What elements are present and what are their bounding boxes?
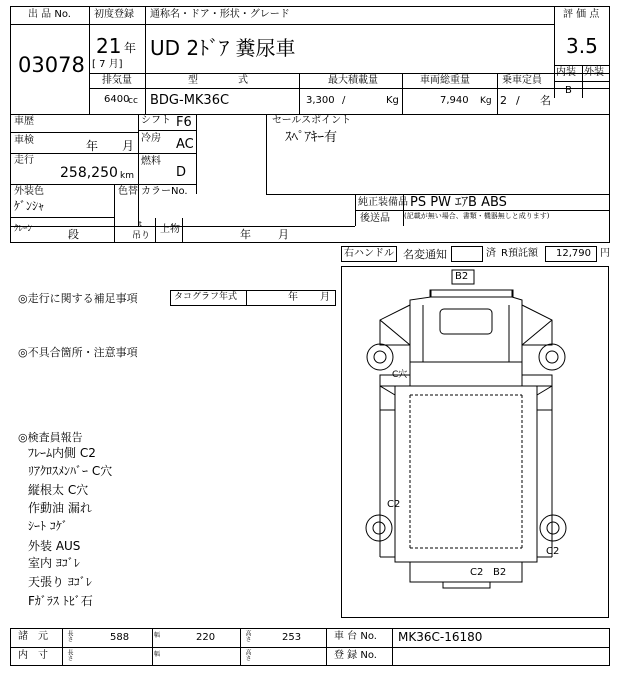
aftermarket-label: 後送品 <box>360 213 390 224</box>
height-label: 高さ <box>244 630 251 642</box>
load-label: 最大積載量 <box>328 75 378 86</box>
mileage-unit: km <box>120 171 134 181</box>
reg-year: 21 <box>96 34 122 58</box>
seat-unit: 名 <box>540 94 551 107</box>
gross-unit: Kg <box>480 96 492 106</box>
tacho-month: 月 <box>320 292 330 303</box>
registration-label: 登 録 No. <box>334 650 377 661</box>
fuel-label: 燃料 <box>141 156 161 167</box>
color-value: ｹﾞﾝｼｬ <box>14 199 45 213</box>
height-value: 253 <box>282 632 302 643</box>
tacho-year: 年 <box>288 292 298 303</box>
lot-no-value: 03078 <box>18 53 85 77</box>
seat-value: 2 <box>500 94 507 107</box>
color-no-label: カラーNo. <box>141 186 188 197</box>
grade-label: 評 価 点 <box>563 9 600 20</box>
recycle-label: 済 <box>486 248 496 259</box>
mileage-label: 走行 <box>14 155 34 166</box>
diagram-mark: B2 <box>493 567 507 578</box>
inspect-label: 車検 <box>14 135 34 146</box>
recycle-deposit-label: R預託額 <box>501 248 538 259</box>
inspector-item: 縦根太 C穴 <box>28 483 89 497</box>
reg-month: [ 7 月] <box>92 59 123 70</box>
color2-label: 色替 <box>118 186 138 197</box>
length-label: 長さ <box>66 630 73 642</box>
inspect-month: 月 <box>122 139 135 153</box>
recycle-unit: 円 <box>600 248 610 259</box>
diagram-mark: B2 <box>455 271 469 282</box>
in-height-label: 高さ <box>244 649 251 661</box>
crane-dan: 段 <box>68 228 79 241</box>
model-value: BDG-MK36C <box>150 93 230 108</box>
shift-label: シフト <box>141 115 171 126</box>
reg-label: 初度登録 <box>94 9 134 20</box>
driving-remarks-label: ◎走行に関する補足事項 <box>18 292 138 305</box>
exterior-label: 外装 <box>584 67 604 78</box>
ac-value: AC <box>176 137 194 152</box>
width-label: 幅 <box>154 632 161 639</box>
model-label: 型 式 <box>188 75 248 86</box>
vehicle-diagram <box>341 266 609 618</box>
ac-label: 冷房 <box>141 133 161 144</box>
interior-grade: B <box>565 85 572 96</box>
upper-year: 年 <box>240 228 251 241</box>
disp-label: 排気量 <box>102 75 132 86</box>
in-length-label: 長さ <box>66 649 73 661</box>
genuine-label: 純正装備品 <box>358 197 408 208</box>
diagram-mark: C2 <box>387 499 401 510</box>
interior-dims-label: 内 寸 <box>18 650 48 661</box>
name-notice-label: 名変通知 <box>403 248 447 261</box>
sales-value: ｽﾍﾟｱｷｰ有 <box>285 130 338 145</box>
load-value: 3,300 <box>306 95 335 106</box>
name-notice-box <box>451 246 483 262</box>
crane-label: ｸﾚｰﾝ <box>14 224 33 234</box>
chassis-value: MK36C-16180 <box>398 630 483 644</box>
interior-label: 内装 <box>556 67 576 78</box>
inspector-item: Fｶﾞﾗｽ ﾄﾋﾞ石 <box>28 594 93 608</box>
score-value: 3.5 <box>566 34 598 58</box>
reg-year-unit: 年 <box>124 41 137 55</box>
inspector-item: ﾘｱｸﾛｽﾒﾝﾊﾞｰ C穴 <box>28 464 113 478</box>
seat-sep: / <box>516 94 520 107</box>
aftermarket-note: (記載が無い場合、書類・機器無しと成ります) <box>404 212 550 220</box>
disp-value: 6400 <box>104 94 130 105</box>
gross-value: 7,940 <box>440 95 469 106</box>
crane-ton-label: t <box>139 220 142 228</box>
genuine-value: PS PW ｴｱB ABS <box>410 195 507 210</box>
diagram-mark: C2 <box>546 546 560 557</box>
inspector-item: 作動油 漏れ <box>28 501 92 515</box>
lot-no-label: 出 品 No. <box>28 9 71 20</box>
defects-label: ◎不具合箇所・注意事項 <box>18 346 138 359</box>
inspector-item: 外装 AUS <box>28 539 81 553</box>
history-label: 車歴 <box>14 116 34 127</box>
seat-label: 乗車定員 <box>502 75 542 86</box>
in-width-label: 幅 <box>154 651 161 658</box>
inspector-item: ﾌﾚｰﾑ内側 C2 <box>28 446 96 460</box>
diagram-mark: C2 <box>470 567 484 578</box>
load-unit: Kg <box>386 95 399 106</box>
upper-month: 月 <box>278 228 289 241</box>
shift-value: F6 <box>176 115 192 130</box>
dims-label: 諸 元 <box>18 631 48 642</box>
diagram-mark: C穴 <box>392 370 408 380</box>
vehicle-name: UD 2ﾄﾞｱ 糞尿車 <box>150 36 296 60</box>
sales-label: セールスポイント <box>272 115 352 126</box>
inspector-item: 天張り ﾖｺﾞﾚ <box>28 575 92 589</box>
inspector-item: 室内 ﾖｺﾞﾚ <box>28 556 80 570</box>
chassis-label: 車 台 No. <box>334 631 377 642</box>
fuel-value: D <box>176 165 187 180</box>
color-label: 外装色 <box>14 186 44 197</box>
disp-unit: cc <box>128 96 138 106</box>
tacho-label: タコグラフ年式 <box>174 292 238 302</box>
crane-tsuri: 吊り <box>132 231 151 241</box>
length-value: 588 <box>110 632 130 643</box>
gross-label: 車両総重量 <box>420 75 470 86</box>
inspect-year: 年 <box>86 139 99 153</box>
width-value: 220 <box>196 632 216 643</box>
load-sep: / <box>342 95 346 106</box>
inspector-item: ｼｰﾄ ｺｹﾞ <box>28 519 68 533</box>
mileage-value: 258,250 <box>60 165 118 181</box>
upper-label: 上物 <box>160 224 180 235</box>
recycle-value: 12,790 <box>556 248 591 259</box>
handle-label: 右ハンドル <box>344 248 394 259</box>
inspector-label: ◎検査員報告 <box>18 431 83 444</box>
name-label: 通称名・ドア・形状・グレード <box>150 9 290 20</box>
